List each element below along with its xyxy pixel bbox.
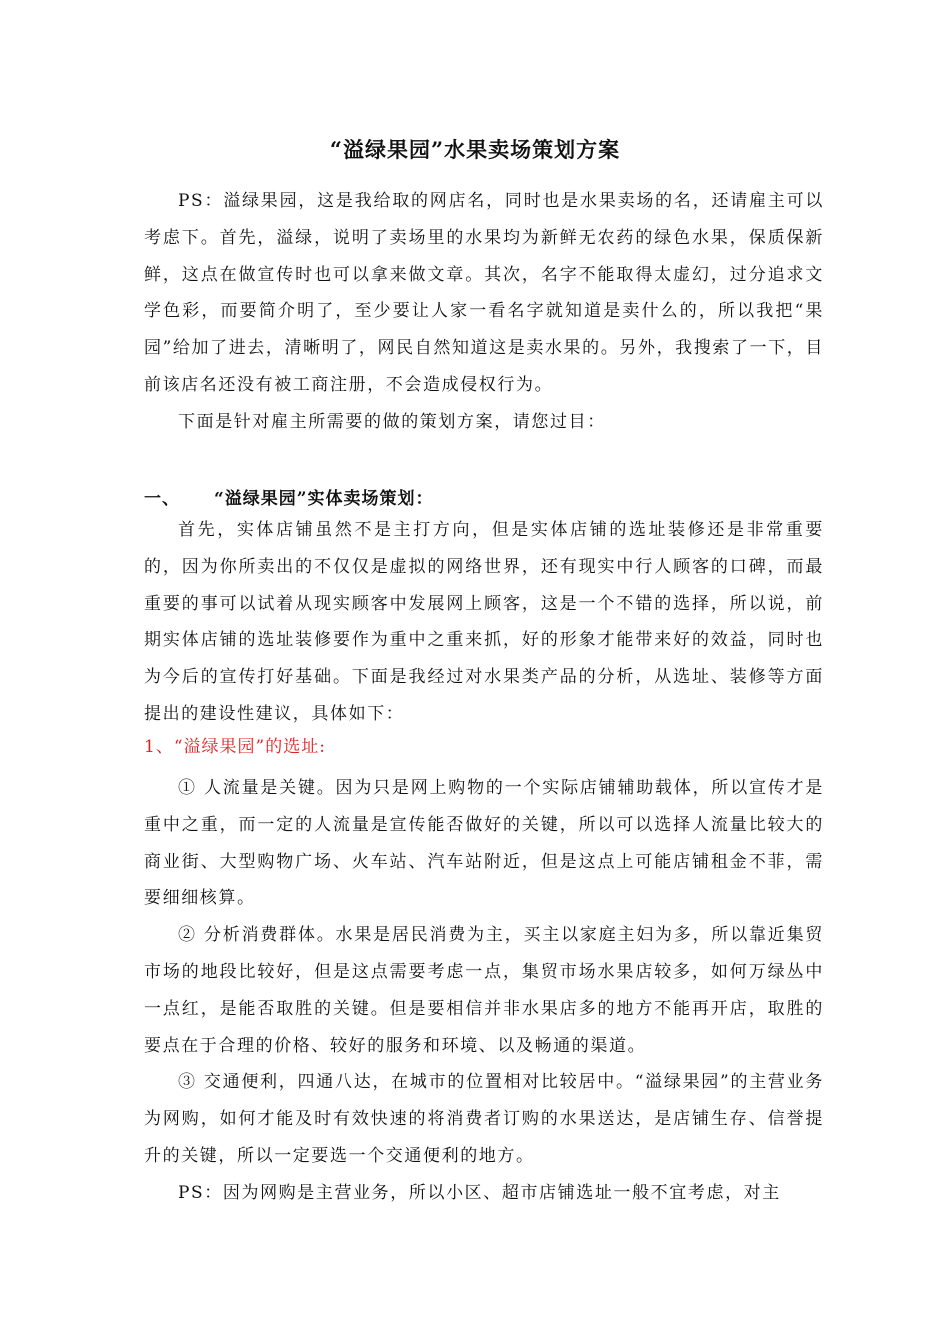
intro-section: [144, 183, 824, 441]
section-title: “溢绿果园”实体卖场策划：: [214, 489, 434, 509]
subsection-heading: 1、“溢绿果园”的选址:: [144, 737, 326, 757]
section-body: [144, 512, 824, 733]
intro-paragraph: PS：溢绿果园，这是我给取的网店名，同时也是水果卖场的名，还请雇主可以考虑下。首先，溢绿，说明了卖场里的水果均为新鲜无农药的绿色水果，保质保新鲜，这点在做宣传时也可以拿来做文章。其次，名字不能取得太虚幻，过分追求文学色彩，而要简介明了，至少要让人家一看名字就知道是卖什么的，所以我把“果园”给加了进去，清晰明了，网民自然知道这是卖水果的。另外，我搜索了一下，目前该店名还没有被工商注册，不会造成侵权行为。: [144, 191, 824, 395]
list-item: ③ 交通便利，四通八达，在城市的位置相对比较居中。“溢绿果园”的主营业务为网购，如何才能及时有效快速的将消费者订购的水果送达，是店铺生存、信誉提升的关键，所以一定要选一个交通便利的地方。: [144, 1072, 824, 1166]
section-heading: [144, 484, 434, 509]
subsection-body: [144, 770, 824, 1212]
intro-paragraph: 下面是针对雇主所需要的做的策划方案，请您过目：: [178, 411, 606, 432]
section-paragraph: 首先，实体店铺虽然不是主打方向，但是实体店铺的选址装修还是非常重要的，因为你所卖出的不仅仅是虚拟的网络世界，还有现实中行人顾客的口碑，而最重要的事可以试着从现实顾客中发展网上顾客，这是一个不错的选择，所以说，前期实体店铺的选址装修要作为重中之重来抓，好的形象才能带来好的效益，同时也为今后的宣传打好基础。下面是我经过对水果类产品的分析，从选址、装修等方面提出的建设性建议，具体如下：: [144, 520, 824, 724]
list-item: ② 分析消费群体。水果是居民消费为主，买主以家庭主妇为多，所以靠近集贸市场的地段比较好，但是这点需要考虑一点，集贸市场水果店较多，如何万绿丛中一点红，是能否取胜的关键。但是要相信并非水果店多的地方不能再开店，取胜的要点在于合理的价格、较好的服务和环境、以及畅通的渠道。: [144, 925, 824, 1056]
list-item: ① 人流量是关键。因为只是网上购物的一个实际店铺辅助载体，所以宣传才是重中之重，而一定的人流量是宣传能否做好的关键，所以可以选择人流量比较大的商业街、大型购物广场、火车站、汽车站附近，但是这点上可能店铺租金不菲，需要细细核算。: [144, 778, 824, 909]
list-item: PS：因为网购是主营业务，所以小区、超市店铺选址一般不宜考虑，对主: [178, 1182, 781, 1203]
section-number: 一、: [144, 489, 180, 509]
document-title: “溢绿果园”水果卖场策划方案: [329, 137, 621, 162]
